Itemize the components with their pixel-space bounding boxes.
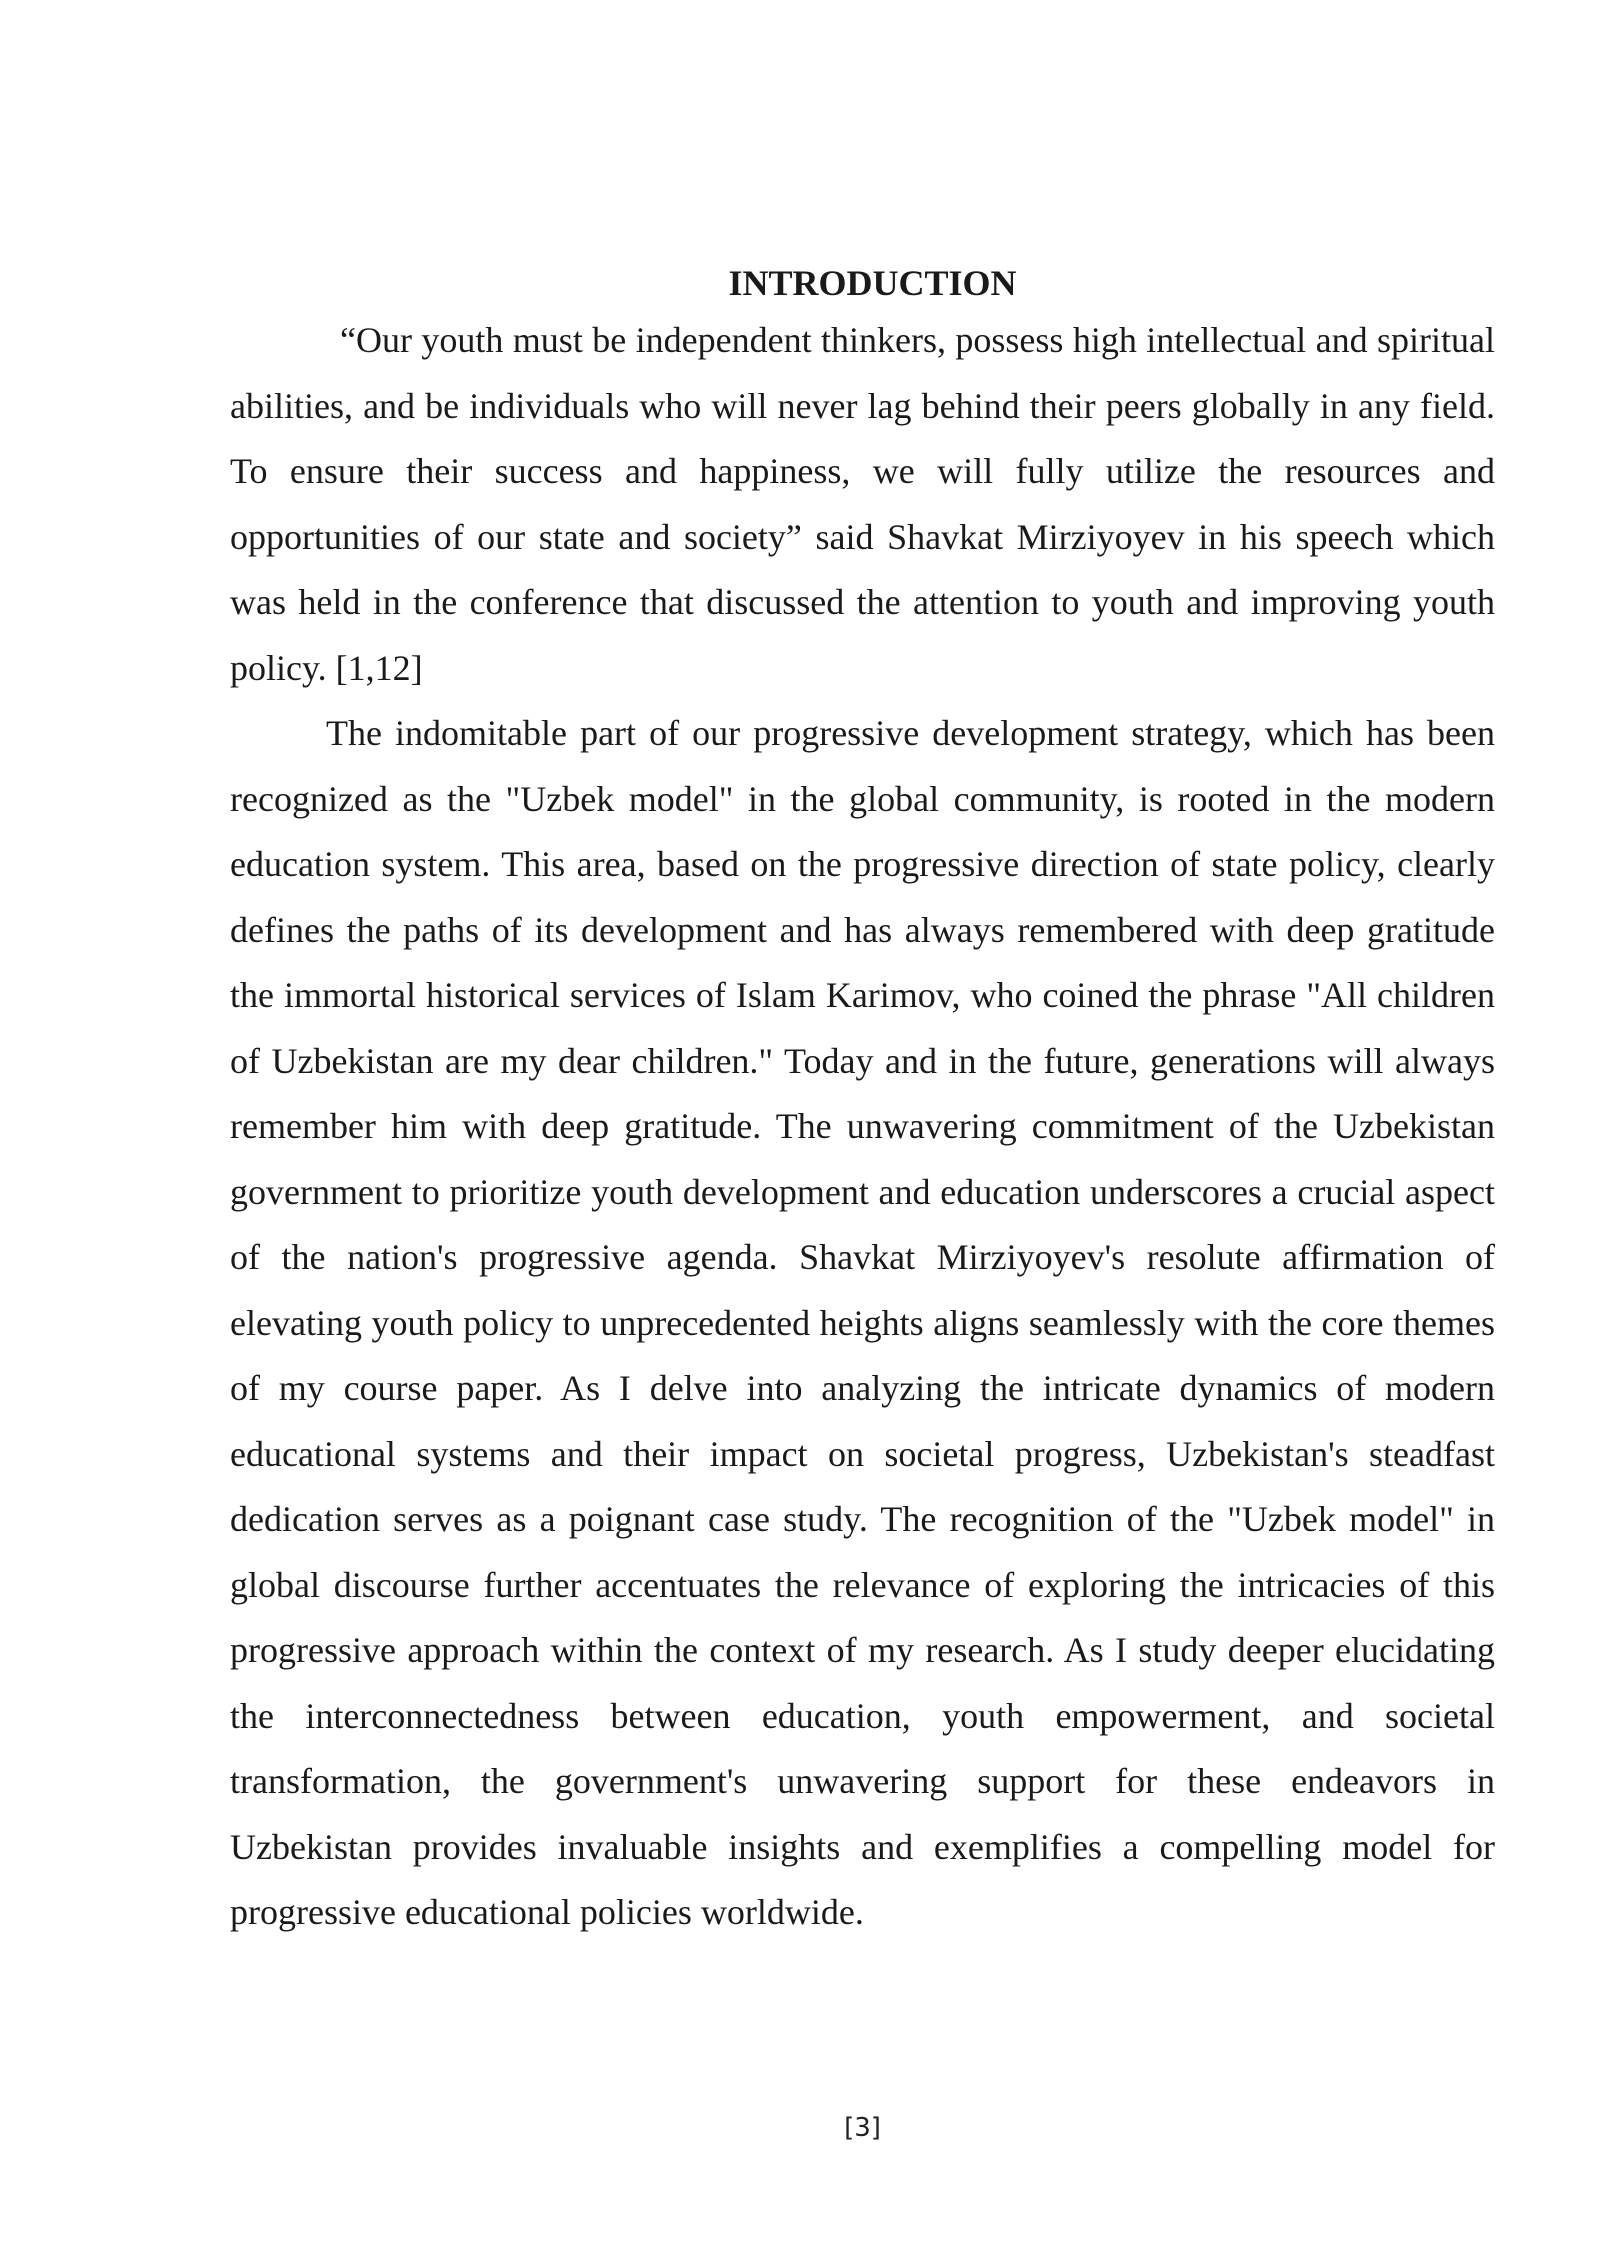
- section-heading: INTRODUCTION: [728, 263, 1017, 303]
- page-content: [230, 258, 1495, 1946]
- paragraph-uzbek-model: The indomitable part of our progressive development strategy, which has been recognized as the "Uzbek model" in the global community, is rooted in the modern education system. This area, based on the progressive direction of state policy, clearly defines the paths of its development and has always remembered with deep gratitude the immortal historical services of Islam Karimov, who coined the phrase "All children of Uzbekistan are my dear children." Today and in the future, generations will always remember him with deep gratitude. The unwavering commitment of the Uzbekistan government to prioritize youth development and education underscores a crucial aspect of the nation's progressive agenda. Shavkat Mirziyoyev's resolute affirmation of elevating youth policy to unprecedented heights aligns seamlessly with the core themes of my course paper. As I delve into analyzing the intricate dynamics of modern educational systems and their impact on societal progress, Uzbekistan's steadfast dedication serves as a poignant case study. The recognition of the "Uzbek model" in global discourse further accentuates the relevance of exploring the intricacies of this progressive approach within the context of my research. As I study deeper elucidating the interconnectedness between education, youth empowerment, and societal transformation, the government's unwavering support for these endeavors in Uzbekistan provides invaluable insights and exemplifies a compelling model for progressive educational policies worldwide.: [230, 713, 1495, 1932]
- paragraph-quote: “Our youth must be independent thinkers, possess high intellectual and spiritual abilities, and be individuals who will never lag behind their peers globally in any field. To ensure their success and happiness, we will fully utilize the resources and opportunities of our state and society” said Shavkat Mirziyoyev in his speech which was held in the conference that discussed the attention to youth and improving youth policy. [1,12]: [230, 320, 1495, 688]
- page-number: [3]: [844, 2113, 881, 2143]
